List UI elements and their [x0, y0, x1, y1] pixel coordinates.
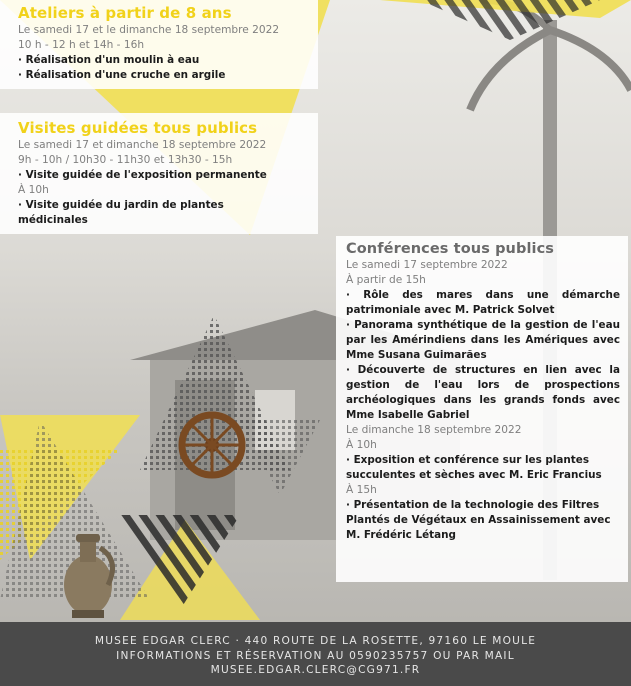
left-panel	[0, 0, 318, 234]
visites-hours: 9h - 10h / 10h30 - 11h30 et 13h30 - 15h	[18, 154, 233, 166]
ateliers-title: Ateliers à partir de 8 ans	[18, 4, 232, 22]
conference-talk-2: · Panorama synthétique de la gestion de l'eau par les Amérindiens dans les Amériques avec Mme Susana Guimarães	[346, 319, 620, 361]
ateliers-section	[0, 0, 318, 89]
ateliers-hours: 10 h - 12 h et 14h - 16h	[18, 39, 145, 51]
visites-date: Le samedi 17 et dimanche 18 septembre 2022	[18, 139, 267, 151]
conference-talk-5: · Présentation de la technologie des Filtres Plantés de Végétaux en Assainissement avec M. Frédéric Létang	[346, 499, 611, 541]
conference-talk-3: · Découverte de structures en lien avec la gestion de l'eau lors de prospections archéologiques dans les grands fonds avec Mme Isabelle Gabriel	[346, 364, 620, 421]
visites-item-2: · Visite guidée du jardin de plantes médicinales	[18, 199, 224, 226]
ateliers-item-2: · Réalisation d'une cruche en argile	[18, 69, 226, 81]
footer-email[interactable]: MUSEE.EDGAR.CLERC@CG971.FR	[210, 664, 421, 676]
conferences-date-1: Le samedi 17 septembre 2022	[346, 259, 508, 271]
conference-talk-1: · Rôle des mares dans une démarche patrimoniale avec M. Patrick Solvet	[346, 289, 620, 316]
conference-talk-4: · Exposition et conférence sur les plantes succulentes et sèches avec M. Eric Francius	[346, 454, 602, 481]
visites-section	[0, 113, 318, 234]
wooden-wheel-image	[182, 415, 242, 475]
visites-time-1: À 10h	[18, 184, 49, 196]
visites-title: Visites guidées tous publics	[18, 119, 258, 137]
visites-item-1: · Visite guidée de l'exposition permanente	[18, 169, 267, 181]
ateliers-date: Le samedi 17 et le dimanche 18 septembre 2022	[18, 24, 280, 36]
conferences-date-2: Le dimanche 18 septembre 2022	[346, 424, 522, 436]
conferences-section	[336, 236, 628, 582]
conferences-time-2a: À 10h	[346, 439, 377, 451]
conferences-start-1: À partir de 15h	[346, 274, 426, 286]
conferences-title: Conférences tous publics	[346, 241, 555, 257]
footer-reservation: INFORMATIONS ET RÉSERVATION AU 0590235757 OU PAR MAIL	[116, 649, 515, 662]
striped-triangle-top	[420, 0, 600, 40]
footer	[0, 622, 631, 686]
ateliers-item-1: · Réalisation d'un moulin à eau	[18, 54, 200, 66]
footer-address: MUSEE EDGAR CLERC · 440 ROUTE DE LA ROSETTE, 97160 LE MOULE	[94, 635, 537, 647]
conferences-time-2b: À 15h	[346, 484, 377, 496]
